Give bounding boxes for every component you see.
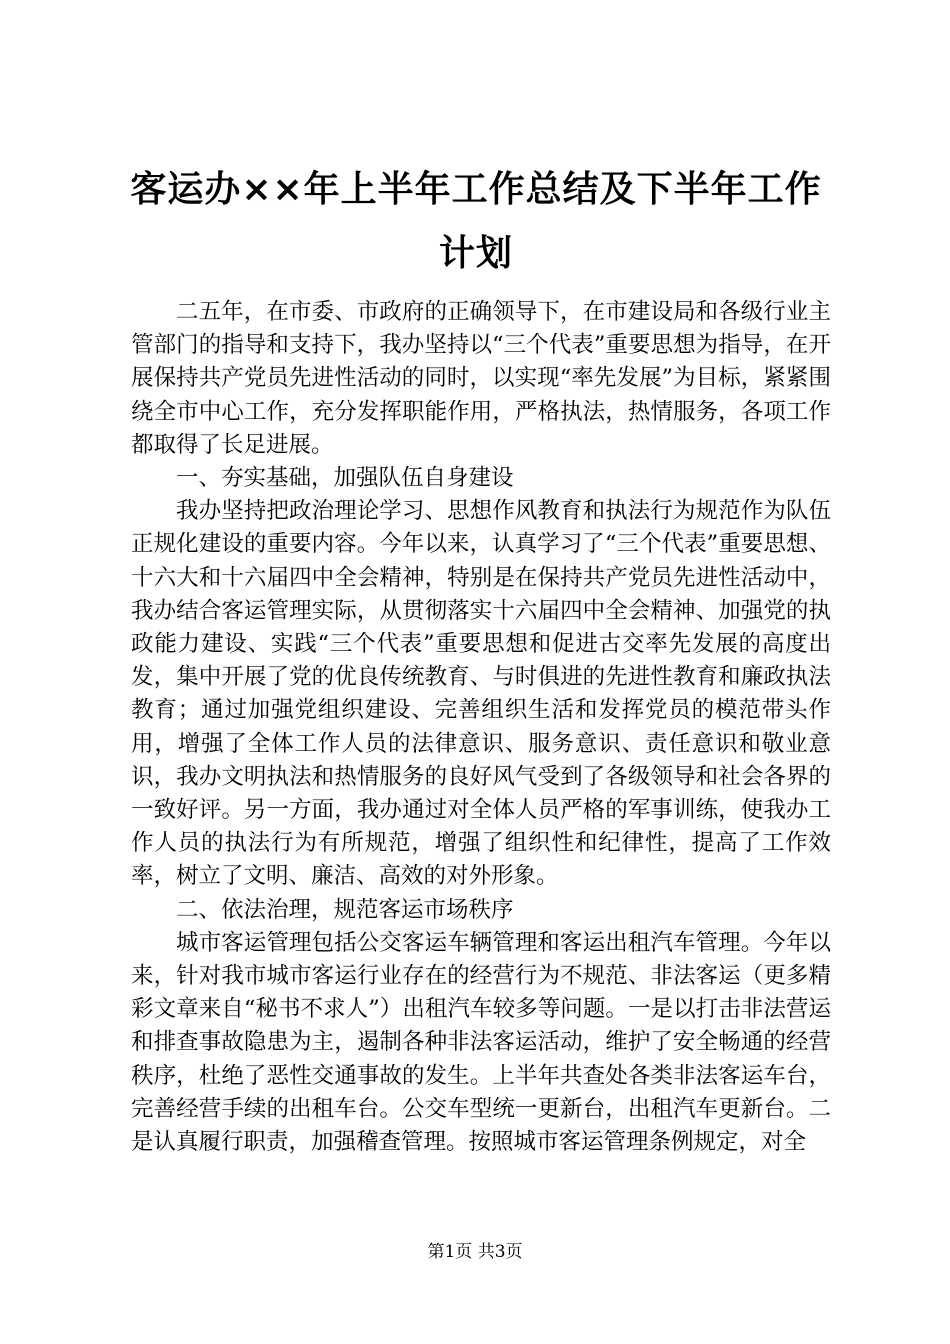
document-body: [131, 296, 831, 1159]
page-indicator: 第1页 共3页: [427, 1242, 523, 1262]
paragraph-section-2: 城市客运管理包括公交客运车辆管理和客运出租汽车管理。今年以来，针对我市城市客运行业存在的经营行为不规范、非法客运（更多精彩文章来自“秘书不求人”）出租汽车较多等问题。一是以打击非法营运和排查事故隐患为主，遏制各种非法客运活动，维护了安全畅通的经营秩序，杜绝了恶性交通事故的发生。上半年共查处各类非法客运车台，完善经营手续的出租车台。公交车型统一更新台，出租汽车更新台。二是认真履行职责，加强稽查管理。按照城市客运管理条例规定，对全: [131, 929, 831, 1156]
section-heading-1: 一、夯实基础，加强队伍自身建设: [176, 465, 514, 492]
section-heading-2: 二、依法治理，规范客运市场秩序: [176, 896, 514, 923]
document-title: 客运办××年上半年工作总结及下半年工作计划: [130, 169, 822, 274]
paragraph-section-1: 我办坚持把政治理论学习、思想作风教育和执法行为规范作为队伍正规化建设的重要内容。今年以来，认真学习了“三个代表”重要思想、十六大和十六届四中全会精神，特别是在保持共产党员先进性活动中，我办结合客运管理实际，从贯彻落实十六届四中全会精神、加强党的执政能力建设、实践“三个代表”重要思想和促进古交率先发展的高度出发，集中开展了党的优良传统教育、与时俱进的先进性教育和廉政执法教育；通过加强党组织建设、完善组织生活和发挥党员的模范带头作用，增强了全体工作人员的法律意识、服务意识、责任意识和敬业意识，我办文明执法和热情服务的良好风气受到了各级领导和社会各界的一致好评。另一方面，我办通过对全体人员严格的军事训练，使我办工作人员的执法行为有所规范，增强了组织性和纪律性，提高了工作效率，树立了文明、廉洁、高效的对外形象。: [131, 498, 831, 890]
paragraph-intro: 二五年，在市委、市政府的正确领导下，在市建设局和各级行业主管部门的指导和支持下，我办坚持以“三个代表”重要思想为指导，在开展保持共产党员先进性活动的同时，以实现“率先发展”为目标，紧紧围绕全市中心工作，充分发挥职能作用，严格执法，热情服务，各项工作都取得了长足进展。: [131, 299, 831, 458]
